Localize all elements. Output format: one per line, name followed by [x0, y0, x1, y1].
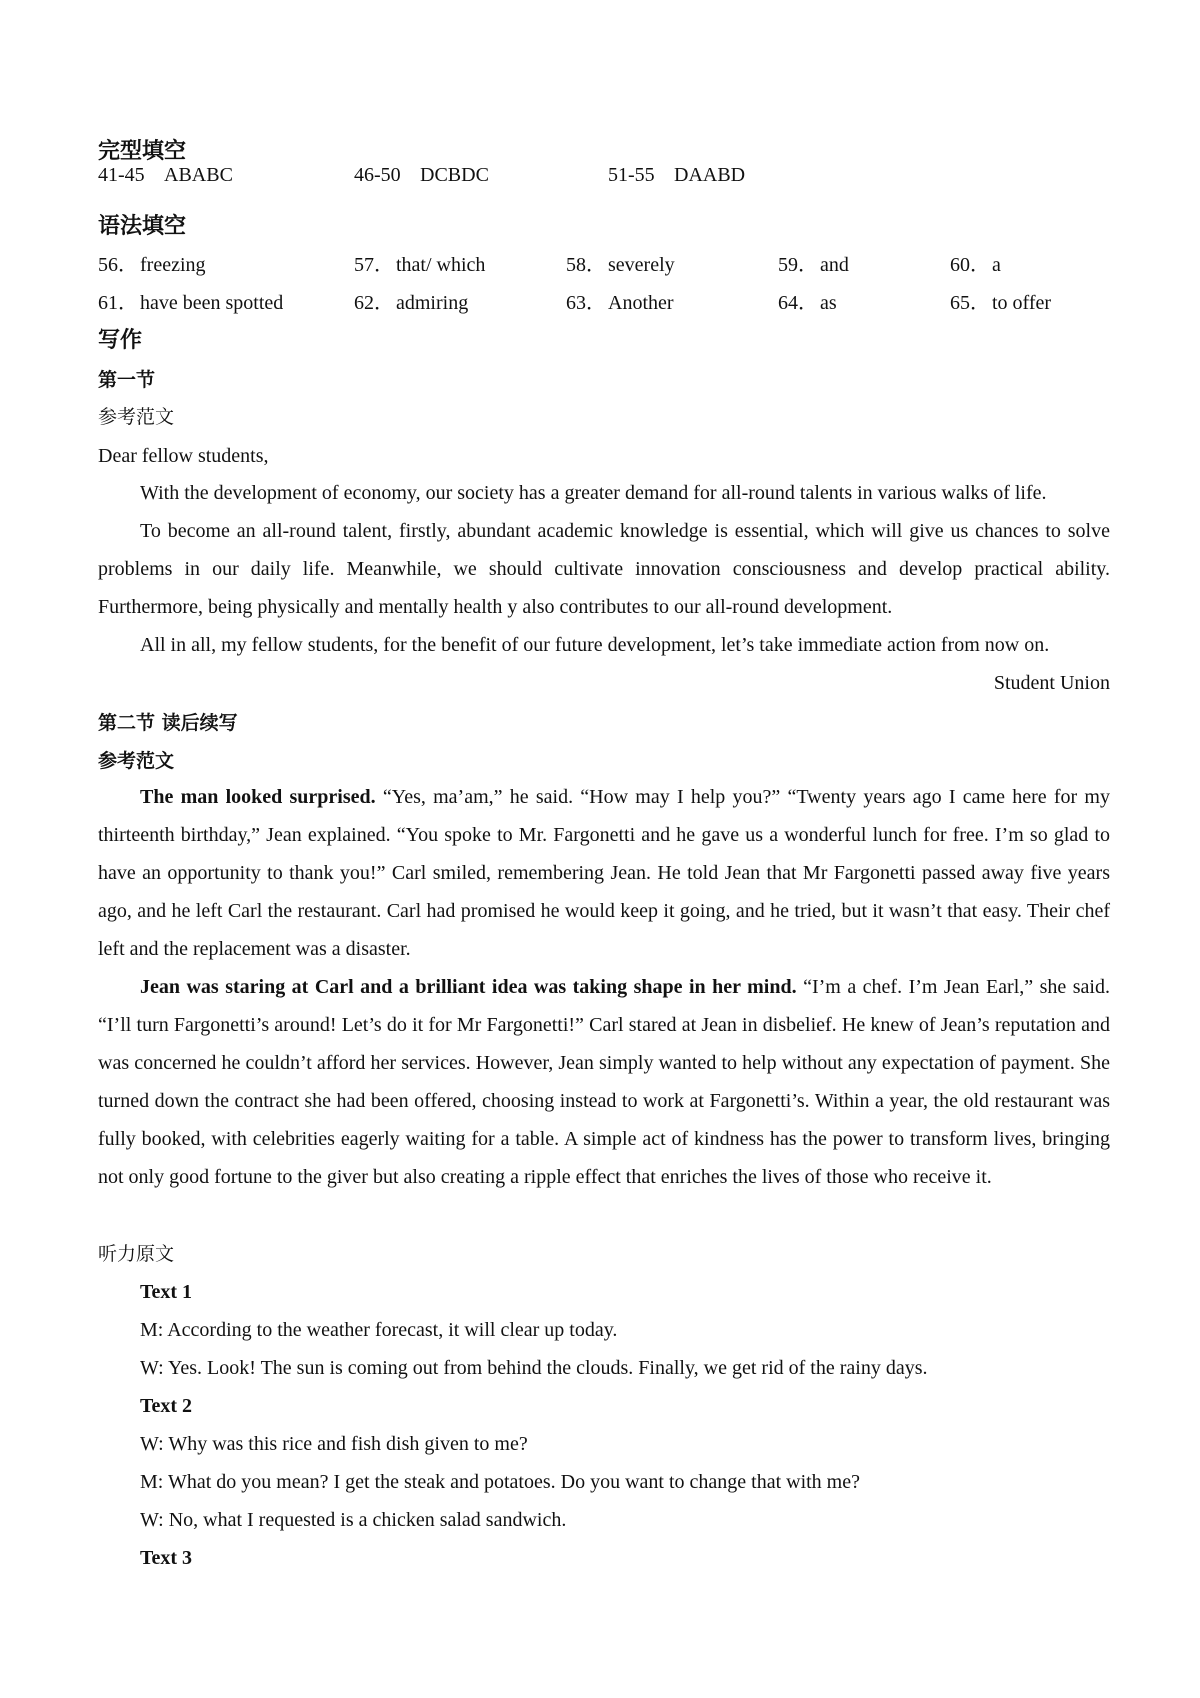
- section2-heading: 第二节 读后续写: [98, 712, 238, 734]
- grammar-ans-65: to offer: [992, 292, 1052, 314]
- grammar-num-59: 59．: [778, 254, 818, 276]
- cloze-range-2: 46-50: [354, 164, 401, 186]
- letter-paragraph-1: With the development of economy, our society has a greater demand for all-round talents in various walks of life.: [140, 482, 1047, 504]
- continuation-text-1: “Yes, ma’am,” he said. “How may I help you?” “Twenty years ago I came here for my thirteenth birthday,” Jean explained. “You spoke to Mr. Fargonetti and he gave us a wonderful lunch for free. I’m so glad to have an opportunity to thank you!” Carl smiled, remembering Jean. He told Jean that Mr Fargonetti passed away five years ago, and he left Carl the restaurant. Carl had promised he would keep it going, and he tried, but it wasn’t that easy. Their chef left and the replacement was a disaster.: [98, 786, 1110, 960]
- writing-heading: 写作: [98, 328, 143, 353]
- grammar-ans-57: that/ which: [396, 254, 486, 276]
- grammar-num-58: 58．: [566, 254, 606, 276]
- grammar-num-63: 63．: [566, 292, 606, 314]
- text1-line-2: W: Yes. Look! The sun is coming out from behind the clouds. Finally, we get rid of the rainy days.: [140, 1357, 928, 1379]
- continuation-paragraph-2: [98, 968, 1110, 1196]
- letter-greeting: Dear fellow students,: [98, 445, 269, 467]
- grammar-ans-58: severely: [608, 254, 675, 276]
- grammar-row-2: [98, 291, 1110, 317]
- continuation-text-2: “I’m a chef. I’m Jean Earl,” she said. “I’ll turn Fargonetti’s around! Let’s do it for Mr Fargonetti!” Carl stared at Jean in disbelief. He knew of Jean’s reputation and was concerned he couldn’t afford her services. However, Jean simply wanted to help without any expectation of payment. She turned down the contract she had been offered, choosing instead to work at Fargonetti’s. Within a year, the old restaurant was fully booked, with celebrities eagerly waiting for a table. A simple act of kindness has the power to transform lives, bringing not only good fortune to the giver but also creating a ripple effect that enriches the lives of those who receive it.: [98, 976, 1110, 1188]
- cloze-range-3: 51-55: [608, 164, 655, 186]
- cloze-answers-row: [98, 163, 1110, 189]
- grammar-num-57: 57．: [354, 254, 394, 276]
- continuation-lead-2: Jean was staring at Carl and a brilliant idea was taking shape in her mind.: [140, 976, 797, 998]
- section1-heading: 第一节: [98, 369, 156, 391]
- text1-line-1: M: According to the weather forecast, it will clear up today.: [140, 1319, 618, 1341]
- grammar-ans-60: a: [992, 254, 1001, 276]
- text2-line-1: W: Why was this rice and fish dish given to me?: [140, 1433, 528, 1455]
- grammar-num-60: 60．: [950, 254, 990, 276]
- grammar-num-61: 61．: [98, 292, 138, 314]
- grammar-heading: 语法填空: [98, 214, 187, 239]
- continuation-lead-1: The man looked surprised.: [140, 786, 376, 808]
- grammar-num-65: 65．: [950, 292, 990, 314]
- grammar-ans-64: as: [820, 292, 837, 314]
- section1-sample-label: 参考范文: [98, 406, 175, 428]
- grammar-ans-62: admiring: [396, 292, 469, 314]
- grammar-ans-61: have been spotted: [140, 292, 284, 314]
- grammar-ans-59: and: [820, 254, 849, 276]
- cloze-answers-3: DAABD: [674, 164, 746, 186]
- grammar-num-62: 62．: [354, 292, 394, 314]
- text2-line-2: M: What do you mean? I get the steak and potatoes. Do you want to change that with me?: [140, 1471, 860, 1493]
- section2-sample-label: 参考范文: [98, 750, 175, 772]
- text1-label: Text 1: [140, 1281, 193, 1303]
- grammar-ans-63: Another: [608, 292, 674, 314]
- letter-paragraph-2: To become an all-round talent, firstly, abundant academic knowledge is essential, which will give us chances to solve problems in our daily life. Meanwhile, we should cultivate innovation consciousness and develop practical ability. Furthermore, being physically and mentally health y also contributes to our all-round development.: [98, 520, 1110, 618]
- text2-label: Text 2: [140, 1395, 193, 1417]
- text2-line-3: W: No, what I requested is a chicken salad sandwich.: [140, 1509, 567, 1531]
- letter-paragraph-3: All in all, my fellow students, for the benefit of our future development, let’s take immediate action from now on.: [140, 634, 1050, 656]
- cloze-answers-2: DCBDC: [420, 164, 489, 186]
- grammar-num-56: 56．: [98, 254, 138, 276]
- letter-signature: Student Union: [993, 672, 1110, 694]
- text3-label: Text 3: [140, 1547, 193, 1569]
- cloze-answers-1: ABABC: [164, 164, 233, 186]
- grammar-ans-56: freezing: [140, 254, 206, 276]
- grammar-num-64: 64．: [778, 292, 818, 314]
- cloze-heading: 完型填空: [98, 139, 187, 164]
- grammar-row-1: [98, 253, 1110, 279]
- listening-heading: 听力原文: [98, 1243, 175, 1265]
- continuation-paragraph-1: [98, 778, 1110, 968]
- cloze-range-1: 41-45: [98, 164, 145, 186]
